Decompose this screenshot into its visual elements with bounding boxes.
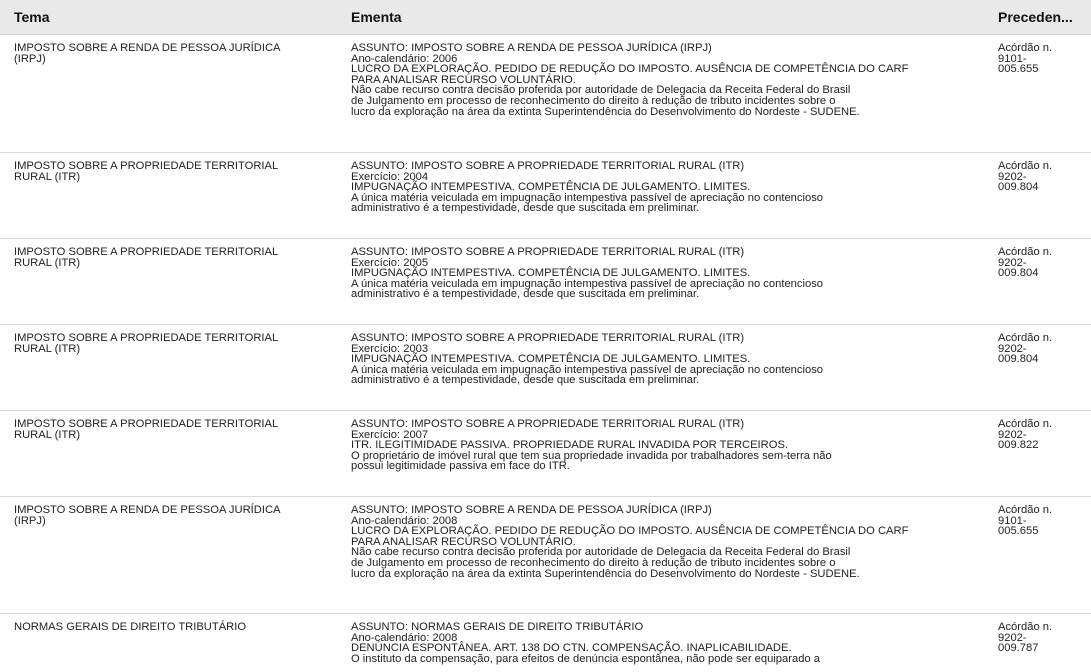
ementa-line: administrativo é a tempestividade, desde que suscitada em preliminar. [351, 288, 700, 301]
ementa-line: administrativo é a tempestividade, desde que suscitada em preliminar. [351, 374, 700, 387]
cell-ementa [338, 497, 985, 613]
tema-text: IMPOSTO SOBRE A RENDA DE PESSOA JURÍDICA (IRPJ) [14, 42, 280, 65]
precedente-line: 9202- [998, 631, 1027, 644]
cell-tema [0, 497, 338, 613]
ementa-line: DENÚNCIA ESPONTÂNEA. ART. 138 DO CTN. COMPENSAÇÃO. INAPLICABILIDADE. [351, 642, 792, 655]
ementa-line: de Julgamento em processo de reconhecimento do direito à redução de tributo incidentes sobre o [351, 556, 836, 569]
precedente-line: 009.804 [998, 353, 1039, 366]
ementa-line: ASSUNTO: NORMAS GERAIS DE DIREITO TRIBUTÁRIO [351, 621, 644, 633]
cell-ementa [338, 35, 985, 152]
cell-precedente [985, 35, 1091, 152]
precedente-line: 009.804 [998, 267, 1039, 280]
table-row[interactable] [0, 35, 1091, 153]
precedente-line: Acórdão n. [998, 418, 1053, 430]
table-row[interactable] [0, 497, 1091, 614]
ementa-line: ASSUNTO: IMPOSTO SOBRE A RENDA DE PESSOA JURÍDICA (IRPJ) [351, 504, 712, 516]
ementa-line: ASSUNTO: IMPOSTO SOBRE A PROPRIEDADE TERRITORIAL RURAL (ITR) [351, 160, 745, 172]
ementa-line: lucro da exploração na área da extinta Superintendência do Desenvolvimento do Nordeste - SUDENE. [351, 567, 860, 580]
precedente-line: Acórdão n. [998, 332, 1053, 344]
column-header-tema[interactable]: Tema [14, 9, 50, 25]
table-row[interactable] [0, 325, 1091, 411]
precedente-line: Acórdão n. [998, 246, 1053, 258]
precedente-line: 9202- [998, 170, 1027, 183]
ementa-line: A única matéria veiculada em impugnação intempestiva passível de apreciação no contencioso [351, 277, 824, 290]
cell-tema [0, 614, 338, 672]
ementa-line: Exercício: 2004 [351, 170, 429, 183]
column-header-ementa[interactable]: Ementa [351, 9, 402, 25]
ementa-line: Exercício: 2007 [351, 428, 429, 441]
precedente-line: 9202- [998, 428, 1027, 441]
table-header [0, 0, 1091, 35]
ementa-line: LUCRO DA EXPLORAÇÃO. PEDIDO DE REDUÇÃO DO IMPOSTO. AUSÊNCIA DE COMPETÊNCIA DO CARF [351, 63, 909, 76]
ementa-line: de Julgamento em processo de reconhecimento do direito à redução de tributo incidentes sobre o [351, 94, 836, 107]
precedente-line: Acórdão n. [998, 160, 1053, 172]
ementa-line: O proprietário de imóvel rural que tem sua propriedade invadida por trabalhadores sem-terra não [351, 449, 832, 462]
ementa-line: ITR. ILEGITIMIDADE PASSIVA. PROPRIEDADE RURAL INVADIDA POR TERCEIROS. [351, 439, 789, 452]
ementa-line: ASSUNTO: IMPOSTO SOBRE A PROPRIEDADE TERRITORIAL RURAL (ITR) [351, 246, 745, 258]
precedente-line: 9202- [998, 342, 1027, 355]
cell-precedente [985, 411, 1091, 496]
ementa-line: LUCRO DA EXPLORAÇÃO. PEDIDO DE REDUÇÃO DO IMPOSTO. AUSÊNCIA DE COMPETÊNCIA DO CARF [351, 525, 909, 538]
cell-tema [0, 35, 338, 152]
cell-precedente [985, 239, 1091, 324]
ementa-line: administrativo é a tempestividade, desde que suscitada em preliminar. [351, 202, 700, 215]
ementa-line: PARA ANALISAR RECURSO VOLUNTÁRIO. [351, 73, 576, 86]
precedente-line: 009.822 [998, 439, 1039, 452]
tema-text: IMPOSTO SOBRE A RENDA DE PESSOA JURÍDICA (IRPJ) [14, 504, 280, 527]
tema-text: IMPOSTO SOBRE A PROPRIEDADE TERRITORIAL RURAL (ITR) [14, 246, 278, 269]
cell-ementa [338, 411, 985, 496]
tema-text: IMPOSTO SOBRE A PROPRIEDADE TERRITORIAL RURAL (ITR) [14, 160, 278, 183]
ementa-line: Ano-calendário: 2008 [351, 631, 458, 644]
cell-tema [0, 325, 338, 410]
ementa-line: lucro da exploração na área da extinta Superintendência do Desenvolvimento do Nordeste - SUDENE. [351, 105, 860, 118]
precedente-line: Acórdão n. [998, 504, 1053, 516]
ementa-line: ASSUNTO: IMPOSTO SOBRE A PROPRIEDADE TERRITORIAL RURAL (ITR) [351, 418, 745, 430]
ementa-line: A única matéria veiculada em impugnação intempestiva passível de apreciação no contencioso [351, 191, 824, 204]
ementa-line: Ano-calendário: 2008 [351, 514, 458, 527]
precedente-line: 9202- [998, 256, 1027, 269]
ementa-line: ASSUNTO: IMPOSTO SOBRE A PROPRIEDADE TERRITORIAL RURAL (ITR) [351, 332, 745, 344]
ementa-line: A única matéria veiculada em impugnação intempestiva passível de apreciação no contencioso [351, 363, 824, 376]
ementa-line: IMPUGNAÇÃO INTEMPESTIVA. COMPETÊNCIA DE JULGAMENTO. LIMITES. [351, 181, 751, 194]
ementa-line: Não cabe recurso contra decisão proferida por autoridade de Delegacia da Receita Federal do Brasil [351, 546, 851, 559]
ementa-line: IMPUGNAÇÃO INTEMPESTIVA. COMPETÊNCIA DE JULGAMENTO. LIMITES. [351, 267, 751, 280]
precedente-line: 9101- [998, 52, 1027, 65]
cell-precedente [985, 325, 1091, 410]
ementa-line: Exercício: 2005 [351, 256, 429, 269]
cell-precedente [985, 497, 1091, 613]
cell-ementa [338, 239, 985, 324]
table-row[interactable] [0, 411, 1091, 497]
tema-text: IMPOSTO SOBRE A PROPRIEDADE TERRITORIAL RURAL (ITR) [14, 332, 278, 355]
ementa-line: O instituto da compensação, para efeitos de denúncia espontânea, não pode ser equiparado a [351, 652, 820, 665]
precedente-line: Acórdão n. [998, 42, 1053, 54]
cell-precedente [985, 153, 1091, 238]
precedente-line: 005.655 [998, 525, 1039, 538]
table-row[interactable] [0, 239, 1091, 325]
tema-text: NORMAS GERAIS DE DIREITO TRIBUTÁRIO [14, 621, 247, 633]
precedente-line: 009.787 [998, 642, 1039, 655]
precedente-line: 005.655 [998, 63, 1039, 76]
ementa-line: IMPUGNAÇÃO INTEMPESTIVA. COMPETÊNCIA DE JULGAMENTO. LIMITES. [351, 353, 751, 366]
precedente-line: 9101- [998, 514, 1027, 527]
cell-ementa [338, 153, 985, 238]
cell-precedente [985, 614, 1091, 672]
ementa-line: PARA ANALISAR RECURSO VOLUNTÁRIO. [351, 535, 576, 548]
precedente-line: 009.804 [998, 181, 1039, 194]
precedente-line: Acórdão n. [998, 621, 1053, 633]
table-row[interactable] [0, 614, 1091, 672]
ementa-line: Não cabe recurso contra decisão proferida por autoridade de Delegacia da Receita Federal do Brasil [351, 84, 851, 97]
ementa-line: Exercício: 2003 [351, 342, 429, 355]
cell-tema [0, 153, 338, 238]
table-row[interactable] [0, 153, 1091, 239]
ementa-line: possui legitimidade passiva em face do ITR. [351, 460, 570, 473]
cell-tema [0, 239, 338, 324]
cell-ementa [338, 325, 985, 410]
tema-text: IMPOSTO SOBRE A PROPRIEDADE TERRITORIAL RURAL (ITR) [14, 418, 278, 441]
column-header-precedente[interactable]: Preceden... [998, 9, 1073, 25]
ementa-line: Ano-calendário: 2006 [351, 52, 458, 65]
cell-ementa [338, 614, 985, 672]
cell-tema [0, 411, 338, 496]
ementa-line: ASSUNTO: IMPOSTO SOBRE A RENDA DE PESSOA JURÍDICA (IRPJ) [351, 42, 712, 54]
